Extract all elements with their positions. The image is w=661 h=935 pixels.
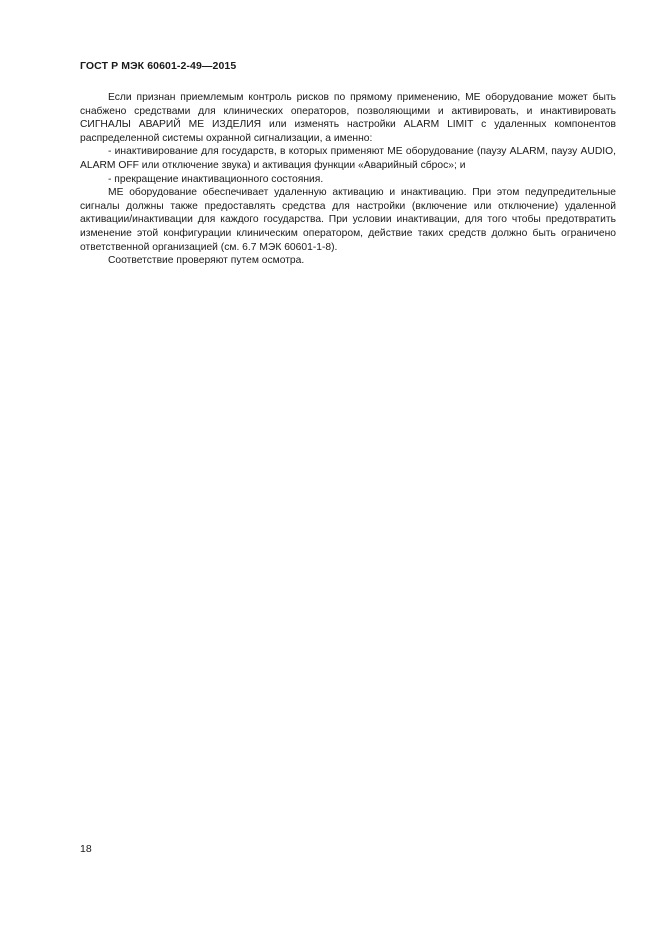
document-body (80, 91, 616, 268)
page-number: 18 (80, 843, 92, 855)
list-item-inactivation: - инактивирование для государств, в которых применяют МЕ оборудование (паузу ALARM, паузу AUDIO, ALARM OFF или отключение звука) и активация функции «Аварийный сброс»; и (80, 146, 616, 171)
paragraph-risk-control: Если признан приемлемым контроль рисков по прямому применению, МЕ оборудование может быть снабжено средствами для клинических операторов, позволяющими и активировать, и инактивировать СИГНАЛЫ АВАРИЙ МЕ ИЗДЕЛИЯ или изменять настройки ALARM LIMIT с удаленных компонентов распределенной системы охранной сигнализации, а именно: (80, 92, 616, 144)
paragraph-remote-activation: МЕ оборудование обеспечивает удаленную активацию и инактивацию. При этом педупредительные сигналы должны также предоставлять средства для настройки (включение или отключение) удаленной активации/инактивации для каждого государства. При условии инактивации, для того чтобы предотвратить изменение этой конфигурации клиническим оператором, действие таких средств должно быть ограничено ответственной организацией (см. 6.7 МЭК 60601-1-8). (80, 187, 616, 253)
list-item-termination: - прекращение инактивационного состояния. (108, 173, 324, 185)
document-header: ГОСТ Р МЭК 60601-2-49—2015 (80, 60, 237, 72)
paragraph-compliance: Соответствие проверяют путем осмотра. (108, 255, 305, 267)
